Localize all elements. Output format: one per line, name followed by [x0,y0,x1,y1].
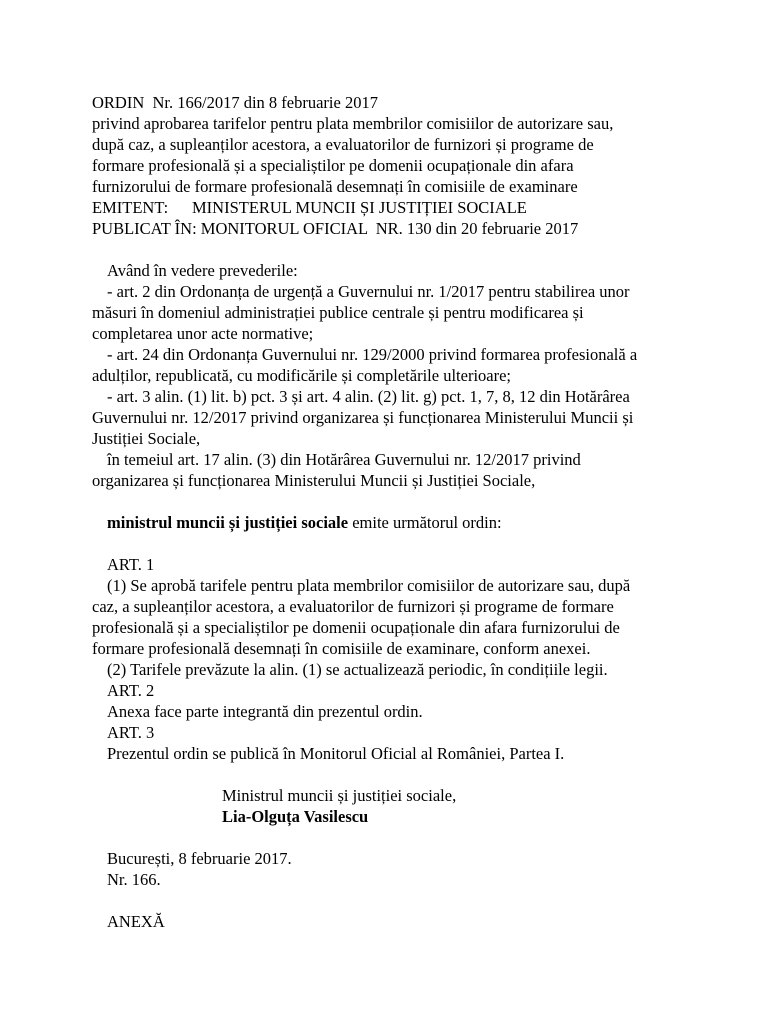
article-3-title: ART. 3 [107,723,155,742]
issuer-name: MINISTERUL MUNCII ȘI JUSTIȚIEI SOCIALE [192,198,527,217]
order-title: ORDIN Nr. 166/2017 din 8 februarie 2017 [92,93,378,112]
preamble-line: organizarea și funcționarea Ministerului Muncii și Justiției Sociale, [92,471,536,490]
signature-role: Ministrul muncii și justiției sociale, [222,786,457,805]
article-2-text: Anexa face parte integrantă din prezentul ordin. [107,702,423,721]
article-1-line: formare profesională desemnați în comisiile de examinare, conform anexei. [92,639,591,658]
article-1-title: ART. 1 [107,555,155,574]
article-1-line: (1) Se aprobă tarifele pentru plata membrilor comisiilor de autorizare sau, după [107,576,631,595]
preamble-line: - art. 3 alin. (1) lit. b) pct. 3 și art. 4 alin. (2) lit. g) pct. 1, 7, 8, 12 din Hotărârea [107,387,630,406]
decree-sentence [107,513,502,533]
place-date: București, 8 februarie 2017. [107,849,292,868]
minister-title-bold: ministrul muncii și justiției sociale [107,513,349,532]
article-1-line: profesională și a specialiștilor pe domenii ocupaționale din afara furnizorului de [92,618,620,637]
preamble-intro: Având în vedere prevederile: [107,261,298,280]
order-subject-line: furnizorului de formare profesională desemnați în comisiile de examinare [92,177,578,196]
order-subject-line: după caz, a supleanților acestora, a evaluatorilor de furnizori și programe de [92,135,594,154]
issuer-label: EMITENT: [92,198,169,217]
preamble-line: - art. 24 din Ordonanța Guvernului nr. 129/2000 privind formarea profesională a [107,345,638,364]
article-1-line: caz, a supleanților acestora, a evaluatorilor de furnizori și programe de formare [92,597,614,616]
article-3-text: Prezentul ordin se publică în Monitorul Oficial al României, Partea I. [107,744,565,763]
preamble-line: - art. 2 din Ordonanța de urgență a Guvernului nr. 1/2017 pentru stabilirea unor [107,282,630,301]
decree-rest: emite următorul ordin: [348,513,502,532]
annex-heading: ANEXĂ [107,912,165,931]
order-subject-line: privind aprobarea tarifelor pentru plata membrilor comisiilor de autorizare sau, [92,114,614,133]
article-1-line: (2) Tarifele prevăzute la alin. (1) se actualizează periodic, în condițiile legii. [107,660,608,679]
preamble-line: adulților, republicată, cu modificările și completările ulterioare; [92,366,512,385]
preamble-line: măsuri în domeniul administrației publice centrale și pentru modificarea și [92,303,584,322]
preamble-line: în temeiul art. 17 alin. (3) din Hotărârea Guvernului nr. 12/2017 privind [107,450,581,469]
signature-name: Lia-Olguța Vasilescu [222,807,369,826]
preamble-line: Guvernului nr. 12/2017 privind organizarea și funcționarea Ministerului Muncii și [92,408,634,427]
article-2-title: ART. 2 [107,681,155,700]
publication-info: PUBLICAT ÎN: MONITORUL OFICIAL NR. 130 din 20 februarie 2017 [92,219,579,238]
preamble-line: completarea unor acte normative; [92,324,314,343]
order-subject-line: formare profesională și a specialiștilor pe domenii ocupaționale din afara [92,156,574,175]
order-number: Nr. 166. [107,870,161,889]
preamble-line: Justiției Sociale, [92,429,201,448]
